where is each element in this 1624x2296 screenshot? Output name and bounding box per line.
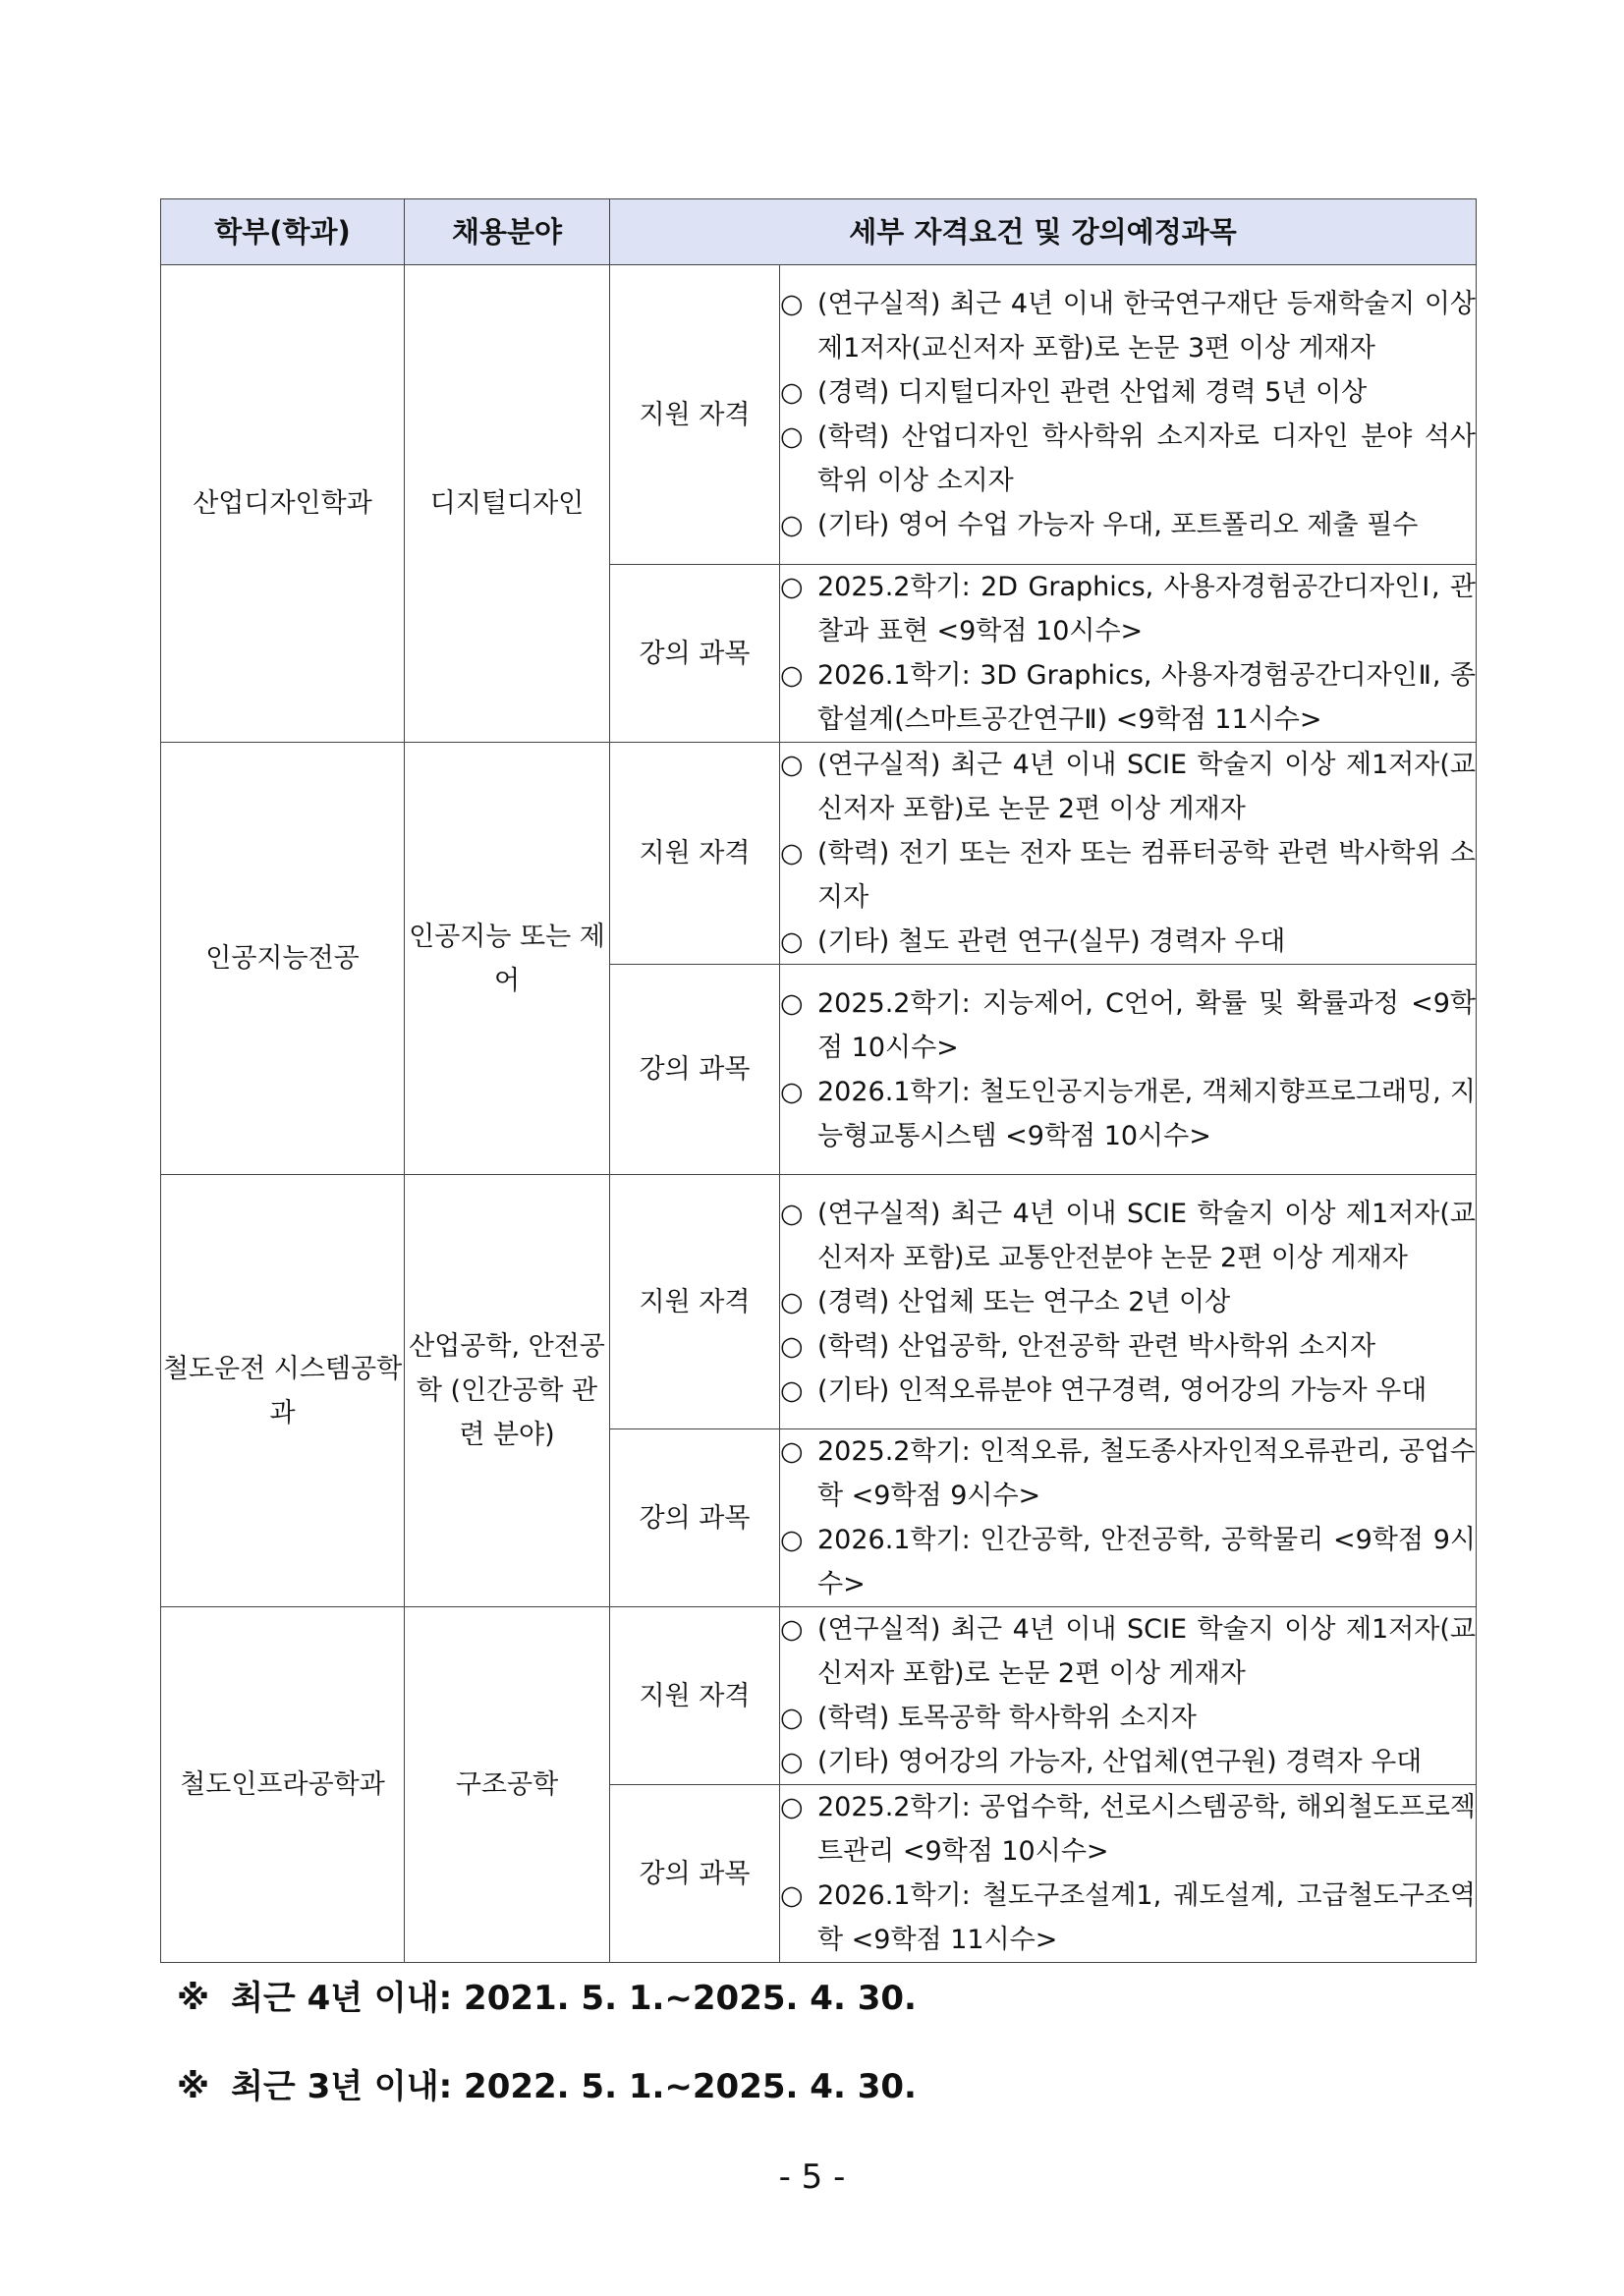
notes <box>177 1977 917 2154</box>
circle-bullet-icon: ○ <box>780 1703 804 1733</box>
item-text: (연구실적) 최근 4년 이내 SCIE 학술지 이상 제1저자(교신저자 포함)로 논문 2편 이상 게재자 <box>817 1614 1477 1689</box>
circle-bullet-icon: ○ <box>780 987 804 1019</box>
note-item <box>177 1977 917 2065</box>
list-item <box>780 831 1476 920</box>
field-cell: 구조공학 <box>405 1607 610 1963</box>
circle-bullet-icon: ○ <box>780 1792 804 1822</box>
list-item <box>780 1785 1476 1874</box>
course-label: 강의 과목 <box>610 1429 780 1607</box>
item-text: (학력) 전기 또는 전자 또는 컴퓨터공학 관련 박사학위 소지자 <box>817 838 1477 913</box>
note-mark: ※ <box>177 1979 210 2018</box>
list-item <box>780 743 1476 831</box>
circle-bullet-icon: ○ <box>780 510 804 540</box>
course-list <box>780 1429 1477 1607</box>
item-text: (기타) 철도 관련 연구(실무) 경력자 우대 <box>817 926 1286 957</box>
item-text: (연구실적) 최근 4년 이내 한국연구재단 등재학술지 이상 제1저자(교신저자 포함)로 논문 3편 이상 게재자 <box>817 289 1477 364</box>
dept-cell: 산업디자인학과 <box>161 265 405 743</box>
field-cell: 인공지능 또는 제어 <box>405 743 610 1175</box>
table-row <box>161 1175 1477 1429</box>
item-text: (경력) 산업체 또는 연구소 2년 이상 <box>817 1286 1231 1317</box>
note-item <box>177 2065 917 2154</box>
qual-list <box>780 265 1477 565</box>
list-item <box>780 1518 1476 1606</box>
item-text: 2025.2학기: 인적오류, 철도종사자인적오류관리, 공업수학 <9학점 9시수> <box>817 1436 1477 1511</box>
qual-label: 지원 자격 <box>610 743 780 965</box>
course-label: 강의 과목 <box>610 565 780 743</box>
list-item <box>780 653 1476 742</box>
list-item <box>780 1280 1476 1324</box>
header-field: 채용분야 <box>405 199 610 265</box>
qual-list <box>780 1607 1477 1785</box>
requirements-table <box>160 198 1477 1963</box>
table-row <box>161 743 1477 965</box>
item-text: (기타) 인적오류분야 연구경력, 영어강의 가능자 우대 <box>817 1374 1428 1406</box>
table-row <box>161 1607 1477 1785</box>
item-text: 2025.2학기: 지능제어, C언어, 확률 및 확률과정 <9학점 10시수> <box>817 987 1477 1063</box>
list-item <box>780 1324 1476 1369</box>
qual-label: 지원 자격 <box>610 1175 780 1429</box>
list-item <box>780 1740 1476 1784</box>
circle-bullet-icon: ○ <box>780 926 804 957</box>
circle-bullet-icon: ○ <box>780 572 804 602</box>
list-item <box>780 1192 1476 1280</box>
circle-bullet-icon: ○ <box>780 660 804 691</box>
course-list <box>780 565 1477 743</box>
dept-cell: 철도인프라공학과 <box>161 1607 405 1963</box>
page-number: - 5 - <box>778 2157 846 2197</box>
item-text: (학력) 산업공학, 안전공학 관련 박사학위 소지자 <box>817 1330 1376 1362</box>
qual-list <box>780 1175 1477 1429</box>
field-cell: 디지털디자인 <box>405 265 610 743</box>
field-cell: 산업공학, 안전공학 (인간공학 관련 분야) <box>405 1175 610 1607</box>
list-item <box>780 282 1476 370</box>
list-item <box>780 1369 1476 1413</box>
circle-bullet-icon: ○ <box>780 1614 804 1645</box>
table-header-row <box>161 199 1477 265</box>
note-text: 최근 3년 이내: 2022. 5. 1.~2025. 4. 30. <box>231 2067 917 2106</box>
list-item <box>780 1607 1476 1696</box>
circle-bullet-icon: ○ <box>780 750 804 780</box>
header-details: 세부 자격요건 및 강의예정과목 <box>610 199 1477 265</box>
circle-bullet-icon: ○ <box>780 1374 804 1406</box>
circle-bullet-icon: ○ <box>780 1880 804 1911</box>
dept-cell: 철도운전 시스템공학과 <box>161 1175 405 1607</box>
course-list <box>780 965 1477 1175</box>
list-item <box>780 1429 1476 1518</box>
item-text: 2025.2학기: 2D Graphics, 사용자경험공간디자인Ⅰ, 관찰과 표현 <9학점 10시수> <box>817 572 1477 646</box>
table-row <box>161 265 1477 565</box>
item-text: (학력) 산업디자인 학사학위 소지자로 디자인 분야 석사학위 이상 소지자 <box>817 421 1477 496</box>
list-item <box>780 1874 1476 1962</box>
list-item <box>780 565 1476 653</box>
list-item <box>780 920 1476 964</box>
qual-label: 지원 자격 <box>610 1607 780 1785</box>
list-item <box>780 981 1476 1070</box>
circle-bullet-icon: ○ <box>780 289 804 319</box>
note-text: 최근 4년 이내: 2021. 5. 1.~2025. 4. 30. <box>231 1979 917 2018</box>
circle-bullet-icon: ○ <box>780 1076 804 1107</box>
circle-bullet-icon: ○ <box>780 1198 804 1229</box>
circle-bullet-icon: ○ <box>780 838 804 868</box>
circle-bullet-icon: ○ <box>780 1747 804 1777</box>
item-text: (기타) 영어 수업 가능자 우대, 포트폴리오 제출 필수 <box>817 510 1419 540</box>
item-text: (경력) 디지털디자인 관련 산업체 경력 5년 이상 <box>817 377 1368 408</box>
circle-bullet-icon: ○ <box>780 1330 804 1362</box>
item-text: (기타) 영어강의 가능자, 산업체(연구원) 경력자 우대 <box>817 1747 1423 1777</box>
circle-bullet-icon: ○ <box>780 1286 804 1317</box>
list-item <box>780 503 1476 547</box>
item-text: (연구실적) 최근 4년 이내 SCIE 학술지 이상 제1저자(교신저자 포함)로 논문 2편 이상 게재자 <box>817 750 1477 824</box>
qual-label: 지원 자격 <box>610 265 780 565</box>
circle-bullet-icon: ○ <box>780 421 804 452</box>
circle-bullet-icon: ○ <box>780 1436 804 1467</box>
item-text: 2026.1학기: 3D Graphics, 사용자경험공간디자인Ⅱ, 종합설계(스마트공간연구Ⅱ) <9학점 11시수> <box>817 660 1477 735</box>
item-text: (연구실적) 최근 4년 이내 SCIE 학술지 이상 제1저자(교신저자 포함)로 교통안전분야 논문 2편 이상 게재자 <box>817 1198 1477 1273</box>
circle-bullet-icon: ○ <box>780 1525 804 1555</box>
circle-bullet-icon: ○ <box>780 377 804 408</box>
list-item <box>780 370 1476 415</box>
item-text: 2026.1학기: 철도인공지능개론, 객체지향프로그래밍, 지능형교통시스템 <9학점 10시수> <box>817 1076 1477 1151</box>
list-item <box>780 1070 1476 1158</box>
note-mark: ※ <box>177 2067 210 2106</box>
list-item <box>780 1696 1476 1740</box>
qual-list <box>780 743 1477 965</box>
course-list <box>780 1785 1477 1963</box>
header-dept: 학부(학과) <box>161 199 405 265</box>
dept-cell: 인공지능전공 <box>161 743 405 1175</box>
list-item <box>780 415 1476 503</box>
item-text: (학력) 토목공학 학사학위 소지자 <box>817 1703 1197 1733</box>
item-text: 2025.2학기: 공업수학, 선로시스템공학, 해외철도프로젝트관리 <9학점 10시수> <box>817 1792 1477 1867</box>
item-text: 2026.1학기: 인간공학, 안전공학, 공학물리 <9학점 9시수> <box>817 1525 1477 1599</box>
course-label: 강의 과목 <box>610 965 780 1175</box>
item-text: 2026.1학기: 철도구조설계1, 궤도설계, 고급철도구조역학 <9학점 11시수> <box>817 1880 1477 1955</box>
course-label: 강의 과목 <box>610 1785 780 1963</box>
